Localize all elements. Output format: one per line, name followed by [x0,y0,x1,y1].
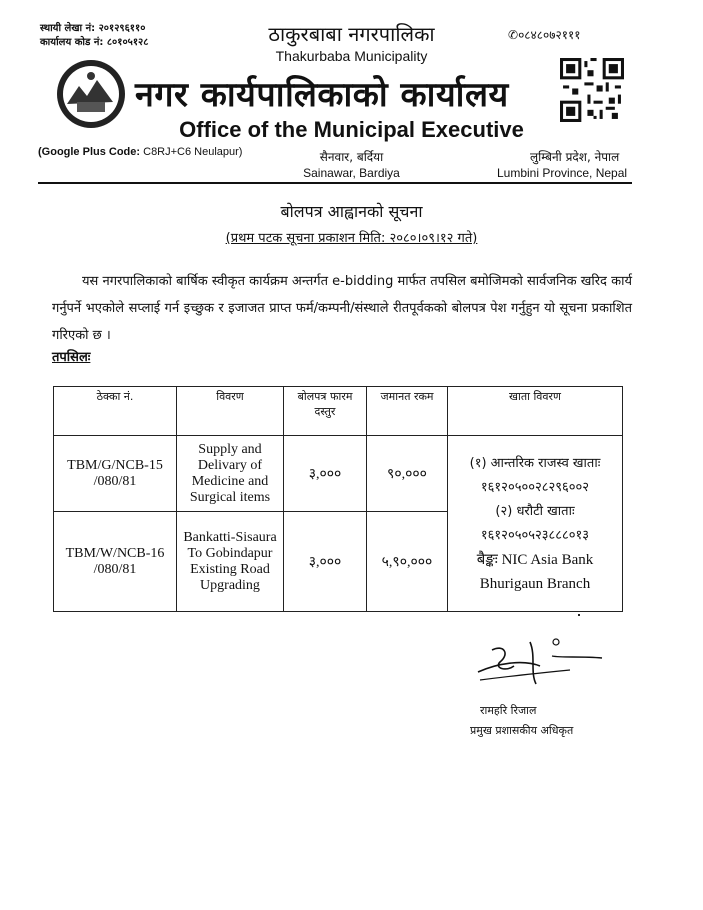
office-title-en: Office of the Municipal Executive [179,117,524,142]
account-line: बैङ्कः NIC Asia Bank [476,551,594,568]
office-title-np: नगर कार्यपालिकाको कार्यालय [135,75,509,115]
account-line: Bhurigaun Branch [479,575,591,592]
account-line: १६१२०५०५२३८८८०१३ [480,527,590,543]
header-divider [38,182,632,184]
tender-table [53,386,623,612]
location-en: Sainawar, Bardiya [303,166,400,180]
notice-publish-date [0,228,703,246]
security-amount: ९०,००० [367,436,448,512]
google-plus-label: (Google Plus Code: [38,146,141,158]
office-code: कार्यालय कोड नं: ८०१०५१२८ [40,37,149,48]
google-plus-value: C8RJ+C6 Neulapur) [143,146,243,158]
municipality-name-np: ठाकुरबाबा नगरपालिका [268,22,435,46]
notice-title: बोलपत्र आह्वानको सूचना [280,202,423,221]
phone-icon: ✆ [508,28,519,42]
location-np: सैनवार, बर्दिया [319,150,384,164]
municipality-name-en: Thakurbaba Municipality [275,48,428,64]
table-row [54,436,623,512]
phone-text: ०८४८०७२१११ [518,28,581,42]
ink-dot [578,614,580,616]
table-header-row [54,387,623,436]
header-form-fee: बोलपत्र फारम दस्तुर [284,387,367,436]
header-account: खाता विवरण [448,387,623,436]
signatory-title: प्रमुख प्रशासकीय अधिकृत [470,724,574,737]
publish-date-text: (प्रथम पटक सूचना प्रकाशन मिति: २०८०।०९।१२ गते) [225,231,478,246]
pan-number: स्थायी लेखा नं: २०१२९६११० [40,23,146,34]
contract-no: TBM/G/NCB-15 /080/81 [54,436,177,512]
header-security: जमानत रकम [367,387,448,436]
account-line: (१) आन्तरिक राजस्व खाताः [469,455,601,471]
account-line: १६१२०५००२८२९६००२ [480,479,590,495]
form-fee: ३,००० [284,512,367,612]
province-np: लुम्बिनी प्रदेश, नेपाल [530,150,620,164]
security-amount: ५,९०,००० [367,512,448,612]
province-en: Lumbini Province, Nepal [497,166,628,180]
header-description: विवरण [177,387,284,436]
schedule-label: तपसिलः [52,350,91,365]
phone-number [508,26,580,43]
form-fee: ३,००० [284,436,367,512]
description: Bankatti-Sisaura To Gobindapur Existing Road Upgrading [177,512,284,612]
contract-no: TBM/W/NCB-16 /080/81 [54,512,177,612]
signature-icon [470,632,610,692]
qr-code-icon [560,58,624,122]
account-details [448,436,623,612]
notice-body: यस नगरपालिकाको बार्षिक स्वीकृत कार्यक्रम अन्तर्गत e-bidding मार्फत तपसिल बमोजिमको सार्वजनिक खरिद कार्य गर्नुपर्ने भएकोले सप्लाई गर्न इच्छुक र इजाजत प्राप्त फर्म/कम्पनी/संस्थाले रीतपूर्वकको बोलपत्र पेश गर्नुहुन यो सूचना प्रकाशित गरिएको छ । [52,274,632,343]
header-contract-no: ठेक्का नं. [54,387,177,436]
account-line: (२) धरौटी खाताः [495,503,575,519]
signatory-name: रामहरि रिजाल [480,704,537,717]
description: Supply and Delivary of Medicine and Surgical items [177,436,284,512]
